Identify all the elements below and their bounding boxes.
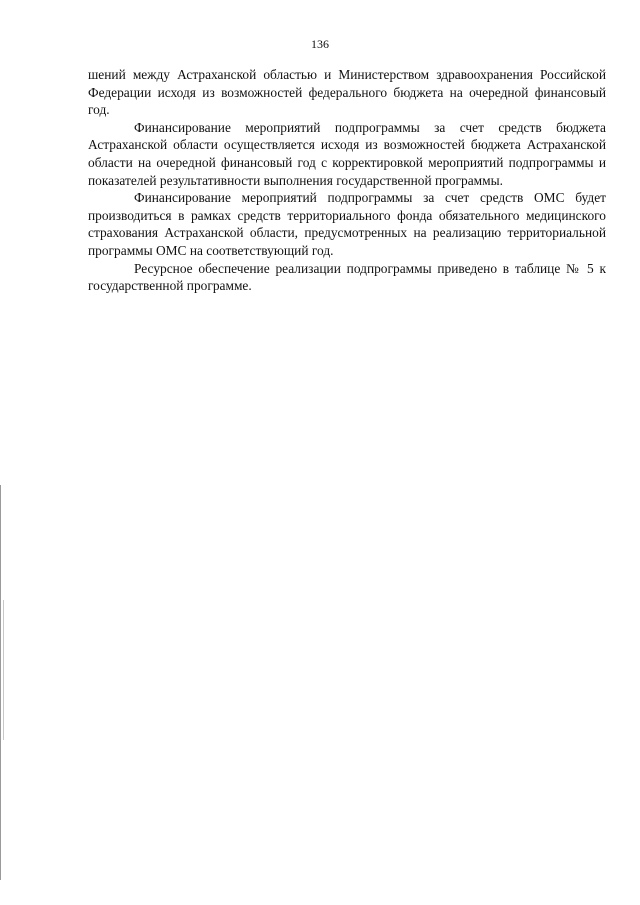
body-text: [88, 66, 606, 295]
scan-edge-line: [0, 485, 1, 880]
paragraph-3: Финансирование мероприятий подпрограммы за счет средств ОМС будет производиться в рамках средств территориального фонда обязательного медицинского страхования Астраханской области, предусмотренных на реализацию территориальной программы ОМС на соответствующий год.: [88, 190, 606, 258]
paragraph-4: Ресурсное обеспечение реализации подпрограммы приведено в таблице № 5 к государственной программе.: [88, 260, 606, 294]
scan-edge-line-secondary: [3, 600, 4, 740]
paragraph-2: Финансирование мероприятий подпрограммы за счет средств бюджета Астраханской области осуществляется исходя из возможностей бюджета Астраханской области на очередной финансовый год с корректировкой мероприятий подпрограммы и показателей результативности выполнения государственной программы.: [88, 119, 606, 188]
page-number: 136: [311, 37, 329, 51]
paragraph-1: шений между Астраханской областью и Министерством здравоохранения Российской Федерации исходя из возможностей федерального бюджета на очередной финансовый год.: [88, 67, 606, 118]
